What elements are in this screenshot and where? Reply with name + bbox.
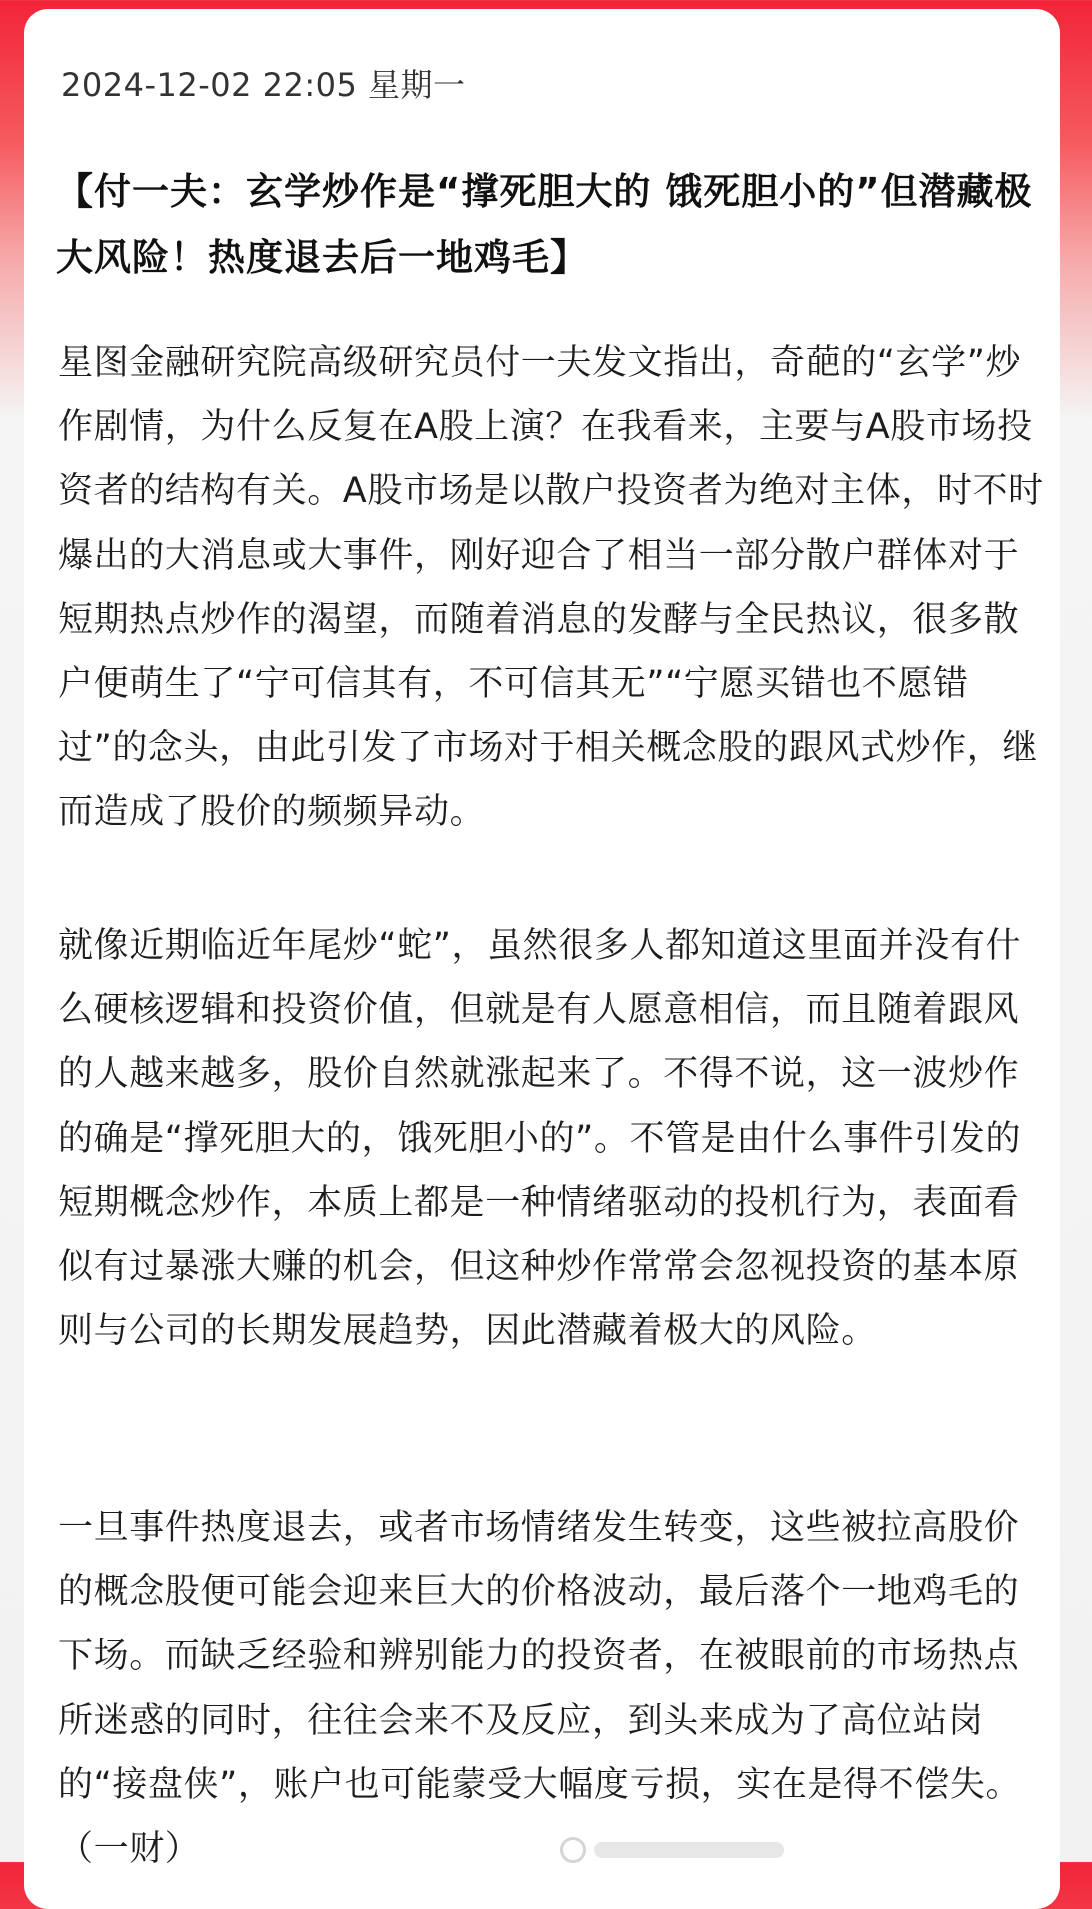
post-timestamp: 2024-12-02 22:05 星期一 [61, 66, 466, 104]
weibo-watermark-icon [560, 1837, 586, 1863]
post-paragraph-2: 就像近期临近年尾炒“蛇”，虽然很多人都知道这里面并没有什么硬核逻辑和投资价值，但就是有人愿意相信，而且随着跟风的人越来越多，股价自然就涨起来了。不得不说，这一波炒作的确是“撑死胆大的，饿死胆小的”。不管是由什么事件引发的短期概念炒作，本质上都是一种情绪驱动的投机行为，表面看似有过暴涨大赚的机会，但这种炒作常常会忽视投资的基本原则与公司的长期发展趋势，因此潜藏着极大的风险。 [58, 926, 1022, 1352]
watermark-text-blur [594, 1842, 784, 1858]
post-headline: 【付一夫：玄学炒作是“撑死胆大的 饿死胆小的”但潜藏极大风险！热度退去后一地鸡毛】 [56, 170, 1033, 279]
post-paragraph-1: 星图金融研究院高级研究员付一夫发文指出，奇葩的“玄学”炒作剧情，为什么反复在A股上演？在我看来，主要与A股市场投资者的结构有关。A股市场是以散户投资者为绝对主体，时不时爆出的大消息或大事件，刚好迎合了相当一部分散户群体对于短期热点炒作的渴望，而随着消息的发酵与全民热议，很多散户便萌生了“宁可信其有，不可信其无”“宁愿买错也不愿错过”的念头，由此引发了市场对于相关概念股的跟风式炒作，继而造成了股价的频频异动。 [58, 343, 1044, 833]
post-paragraph-3: 一旦事件热度退去，或者市场情绪发生转变，这些被拉高股价的概念股便可能会迎来巨大的价格波动，最后落个一地鸡毛的下场。而缺乏经验和辨别能力的投资者，在被眼前的市场热点所迷惑的同时，往往会来不及反应，到头来成为了高位站岗的“接盘侠”，账户也可能蒙受大幅度亏损，实在是得不偿失。（一财） [58, 1508, 1022, 1870]
post-card [24, 9, 1060, 1909]
watermark [560, 1835, 800, 1865]
